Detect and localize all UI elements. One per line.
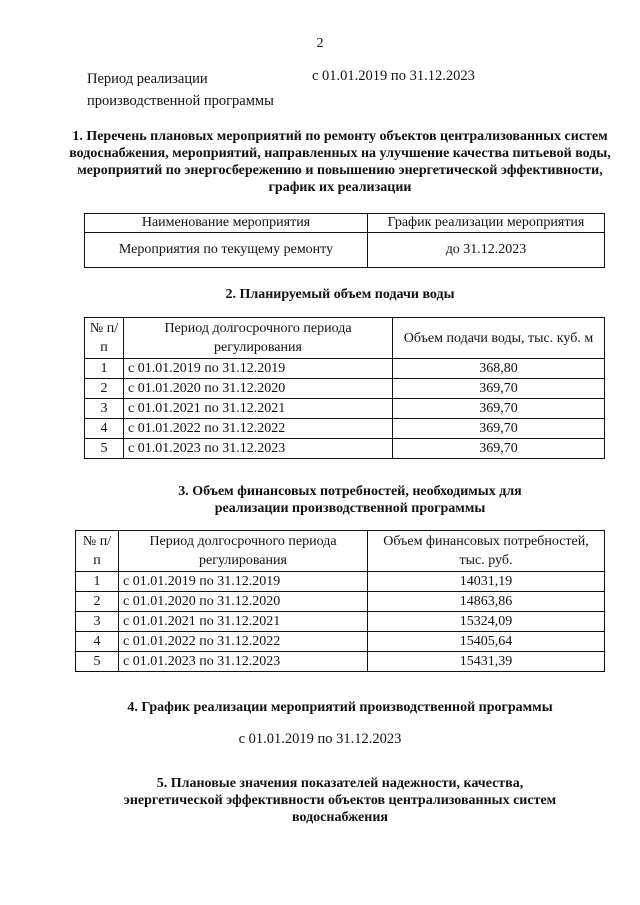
table-cell: 3 [85,399,124,419]
column-header: № п/п [76,531,119,572]
section4-title: 4. График реализации мероприятий производственной программы [127,700,553,715]
section3-title: 3. Объем финансовых потребностей, необходимых для реализации производственной программы [178,484,522,516]
table-row [76,632,605,652]
section2-table [84,317,605,459]
table-cell: 2 [85,379,124,399]
table-cell: с 01.01.2021 по 31.12.2021 [124,399,393,419]
section4-period: с 01.01.2019 по 31.12.2023 [238,731,402,747]
table-cell: 369,70 [393,399,605,419]
table-cell: 5 [76,652,119,672]
section3-table [75,530,605,672]
table-header-row [85,318,605,359]
section5-title: 5. Плановые значения показателей надежности, качества, энергетической эффективности объектов централизованных систем водоснабжения [123,776,557,825]
column-header: Объем финансовых потребностей, тыс. руб. [368,531,605,572]
table-row [76,592,605,612]
table-cell: 15431,39 [368,652,605,672]
table-cell: 5 [85,439,124,459]
table-cell: с 01.01.2019 по 31.12.2019 [119,572,368,592]
table-row [76,572,605,592]
table-row [85,233,605,268]
table-row [85,419,605,439]
section1-table [84,213,605,268]
table-cell: 14863,86 [368,592,605,612]
period-label: Период реализации производственной программы [87,71,274,109]
table-row [76,652,605,672]
table-cell: 369,70 [393,439,605,459]
table-cell: 2 [76,592,119,612]
table-cell: 4 [85,419,124,439]
section2-title: 2. Планируемый объем подачи воды [225,287,455,302]
table-cell: с 01.01.2022 по 31.12.2022 [119,632,368,652]
table-cell: 15324,09 [368,612,605,632]
table-cell: 14031,19 [368,572,605,592]
table-row [85,439,605,459]
table-cell: с 01.01.2023 по 31.12.2023 [119,652,368,672]
table-cell: с 01.01.2022 по 31.12.2022 [124,419,393,439]
section1-title: 1. Перечень плановых мероприятий по ремонту объектов централизованных систем водоснабжения, мероприятий, направленных на улучшение качества питьевой воды, мероприятий по энергосбережению и повышению энергетической эффективности, график их реализации [69,129,611,195]
column-header: График реализации мероприятия [368,214,605,233]
table-cell: 369,70 [393,419,605,439]
column-header: Период долгосрочного периода регулирования [124,318,393,359]
column-header: Наименование мероприятия [85,214,368,233]
column-header: № п/п [85,318,124,359]
period-value: с 01.01.2019 по 31.12.2023 [312,68,475,84]
page-number: 2 [316,36,324,51]
table-row [85,379,605,399]
table-cell: с 01.01.2021 по 31.12.2021 [119,612,368,632]
table-header-row [85,214,605,233]
table-cell: с 01.01.2020 по 31.12.2020 [119,592,368,612]
table-cell: Мероприятия по текущему ремонту [85,233,368,268]
table-cell: 369,70 [393,379,605,399]
table-row [85,359,605,379]
table-cell: 4 [76,632,119,652]
table-cell: до 31.12.2023 [368,233,605,268]
table-cell: с 01.01.2019 по 31.12.2019 [124,359,393,379]
table-cell: 1 [76,572,119,592]
table-row [85,399,605,419]
table-cell: с 01.01.2023 по 31.12.2023 [124,439,393,459]
table-cell: 15405,64 [368,632,605,652]
table-cell: 368,80 [393,359,605,379]
table-header-row [76,531,605,572]
table-cell: с 01.01.2020 по 31.12.2020 [124,379,393,399]
table-cell: 3 [76,612,119,632]
table-row [76,612,605,632]
table-cell: 1 [85,359,124,379]
column-header: Объем подачи воды, тыс. куб. м [393,318,605,359]
column-header: Период долгосрочного периода регулирования [119,531,368,572]
